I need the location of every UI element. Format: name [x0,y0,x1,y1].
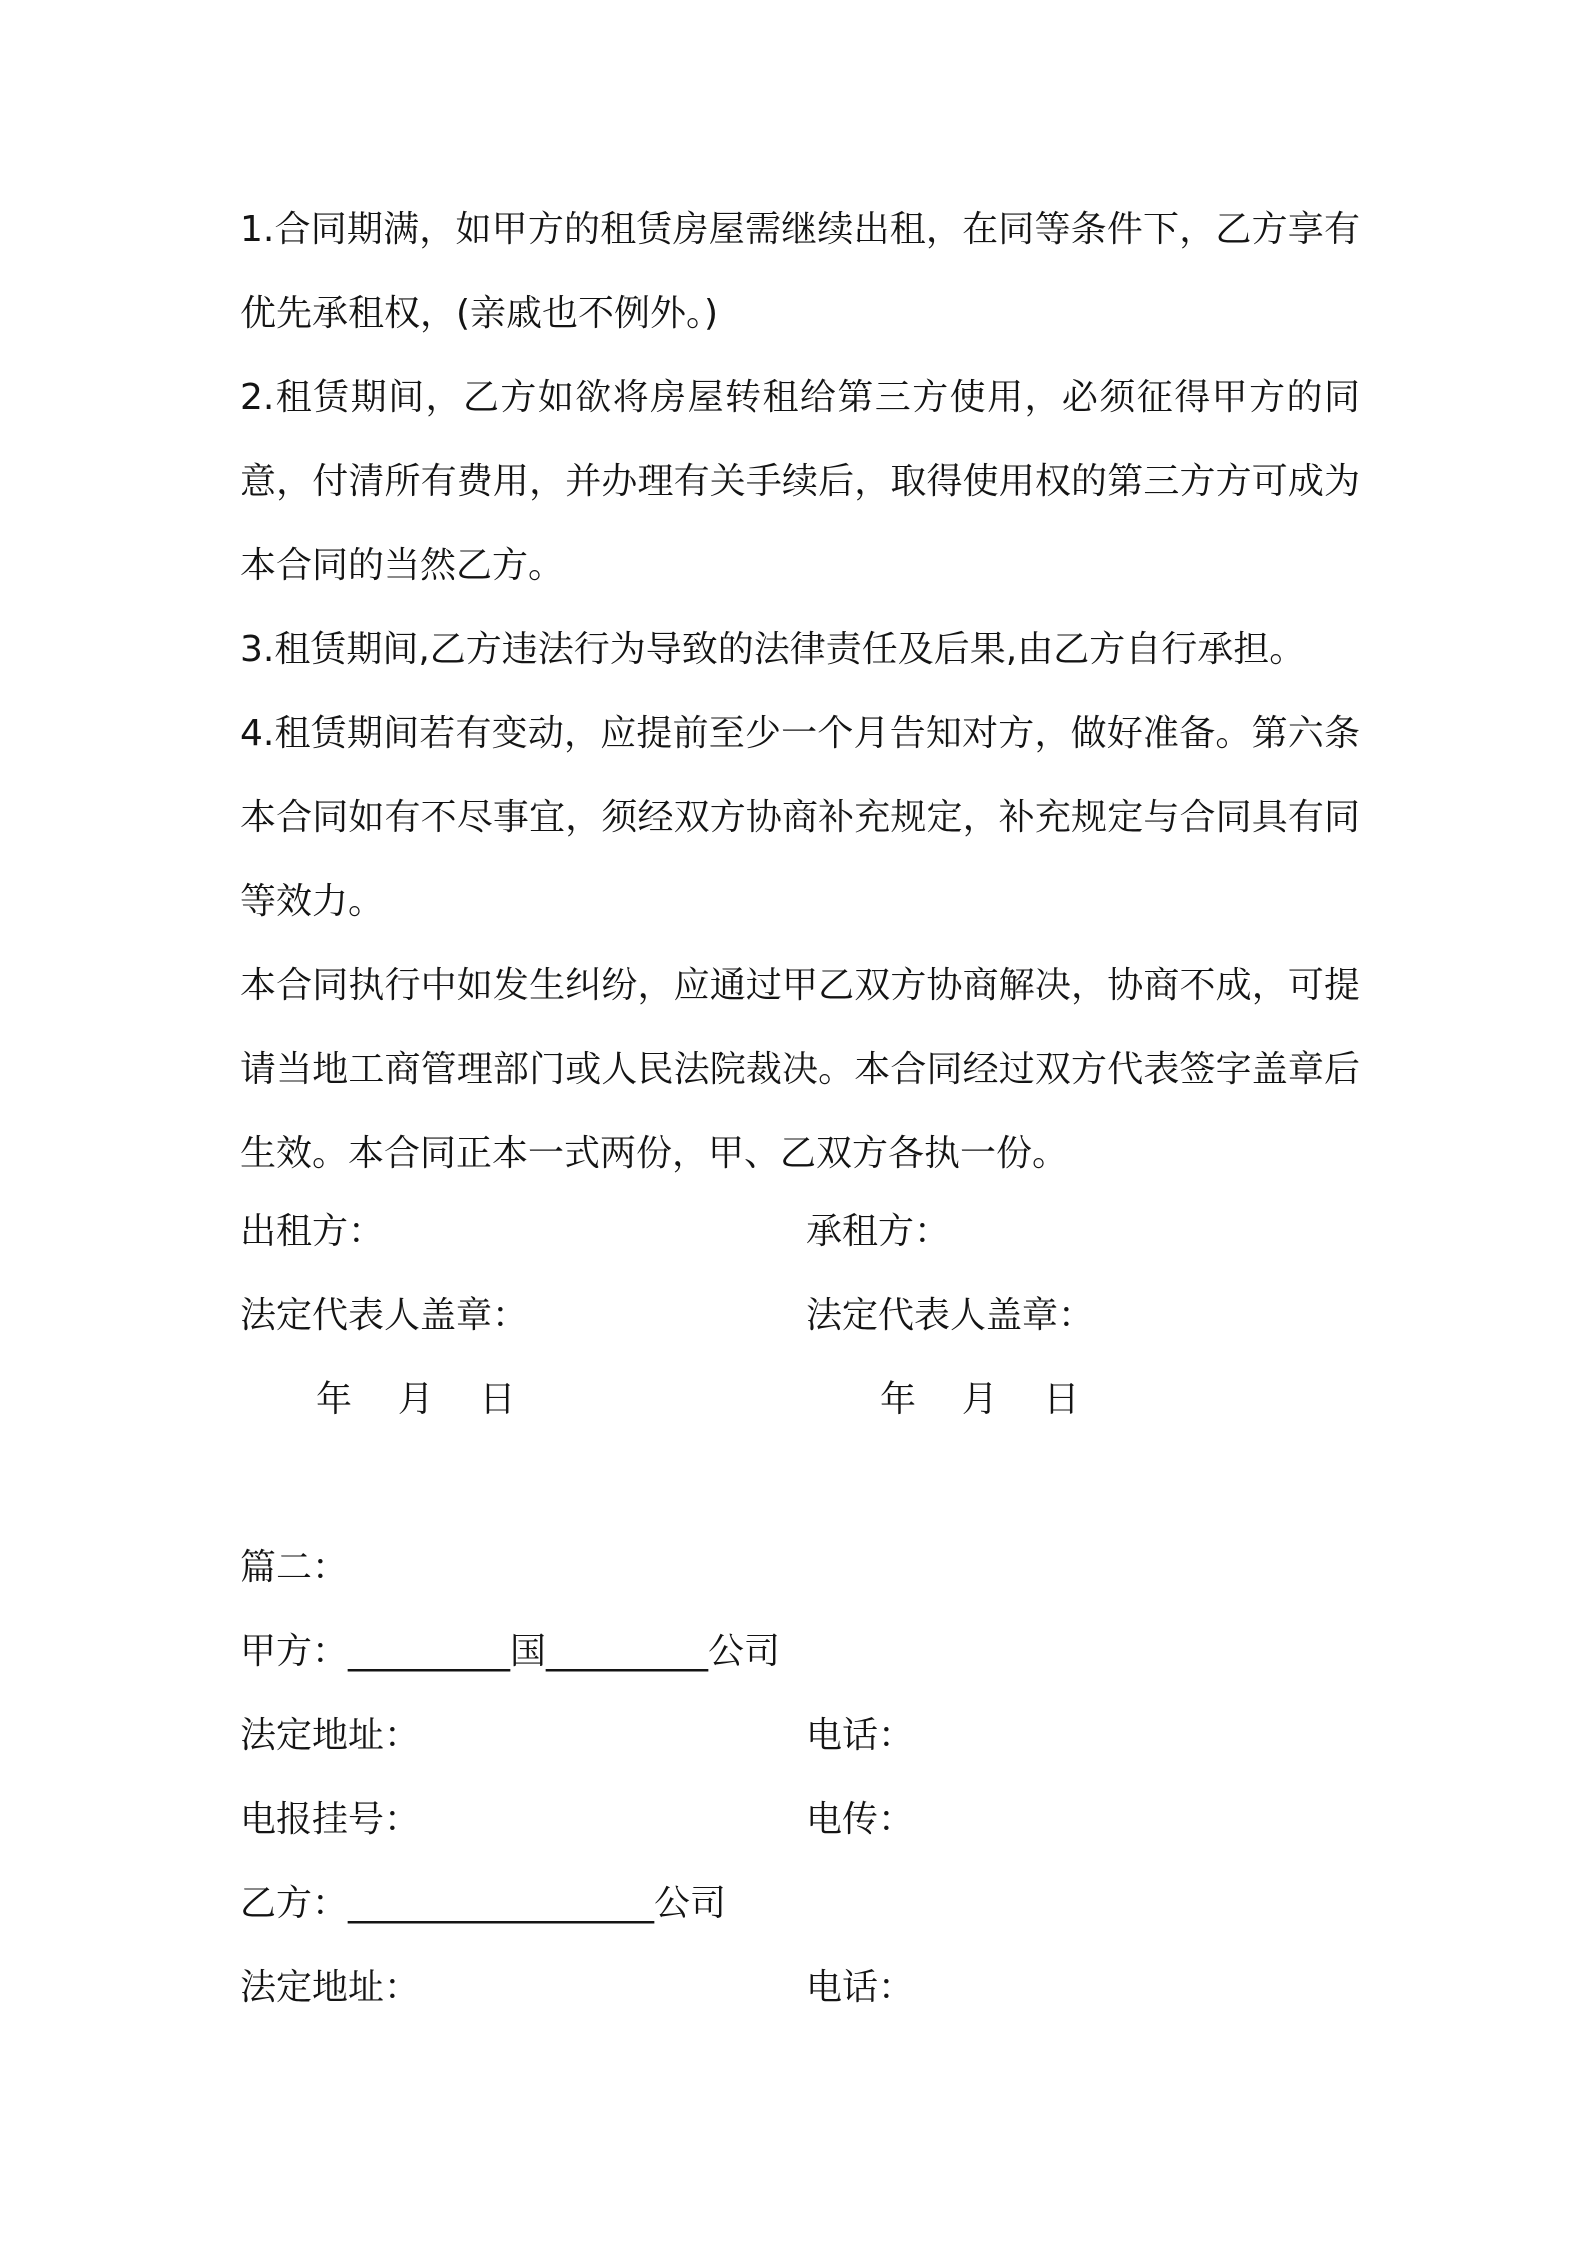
party-a-address-label: 法定地址： [240,1715,421,1756]
legal-rep-seal-right: 法定代表人盖章： [806,1295,1095,1336]
party-a-line: 甲方：_________国_________公司 [240,1631,781,1672]
clause-2: 2.租赁期间，乙方如欲将房屋转租给第三方使用，必须征得甲方的同意，付清所有费用，并办理有关手续后，取得使用权的第三方方可成为本合同的当然乙方。 [240,377,1360,586]
lessor-label: 出租方： [240,1211,385,1252]
party-b-line: 乙方：_________________公司 [240,1883,727,1924]
party-a-phone-label: 电话： [806,1715,915,1756]
dispute-clause: 本合同执行中如发生纠纷，应通过甲乙双方协商解决，协商不成，可提请当地工商管理部门或人民法院裁决。本合同经过双方代表签字盖章后生效。本合同正本一式两份，甲、乙双方各执一份。 [240,965,1360,1174]
clause-4: 4.租赁期间若有变动，应提前至少一个月告知对方，做好准备。第六条本合同如有不尽事宜，须经双方协商补充规定，补充规定与合同具有同等效力。 [240,713,1360,922]
date-left: 年 月 日 [316,1379,516,1420]
clause-3: 3.租赁期间,乙方违法行为导致的法律责任及后果,由乙方自行承担。 [240,629,1306,670]
fax-label: 电传： [806,1799,915,1840]
date-right: 年 月 日 [880,1379,1080,1420]
section-heading: 篇二： [240,1547,349,1588]
party-b-phone-label: 电话： [806,1967,915,2008]
party-b-address-label: 法定地址： [240,1967,421,2008]
legal-rep-seal-left: 法定代表人盖章： [240,1295,529,1336]
lessee-label: 承租方： [806,1211,951,1252]
clause-1: 1.合同期满，如甲方的租赁房屋需继续出租，在同等条件下，乙方享有优先承租权，(亲戚也不例外。) [240,209,1360,334]
telegraph-label: 电报挂号： [240,1799,421,1840]
